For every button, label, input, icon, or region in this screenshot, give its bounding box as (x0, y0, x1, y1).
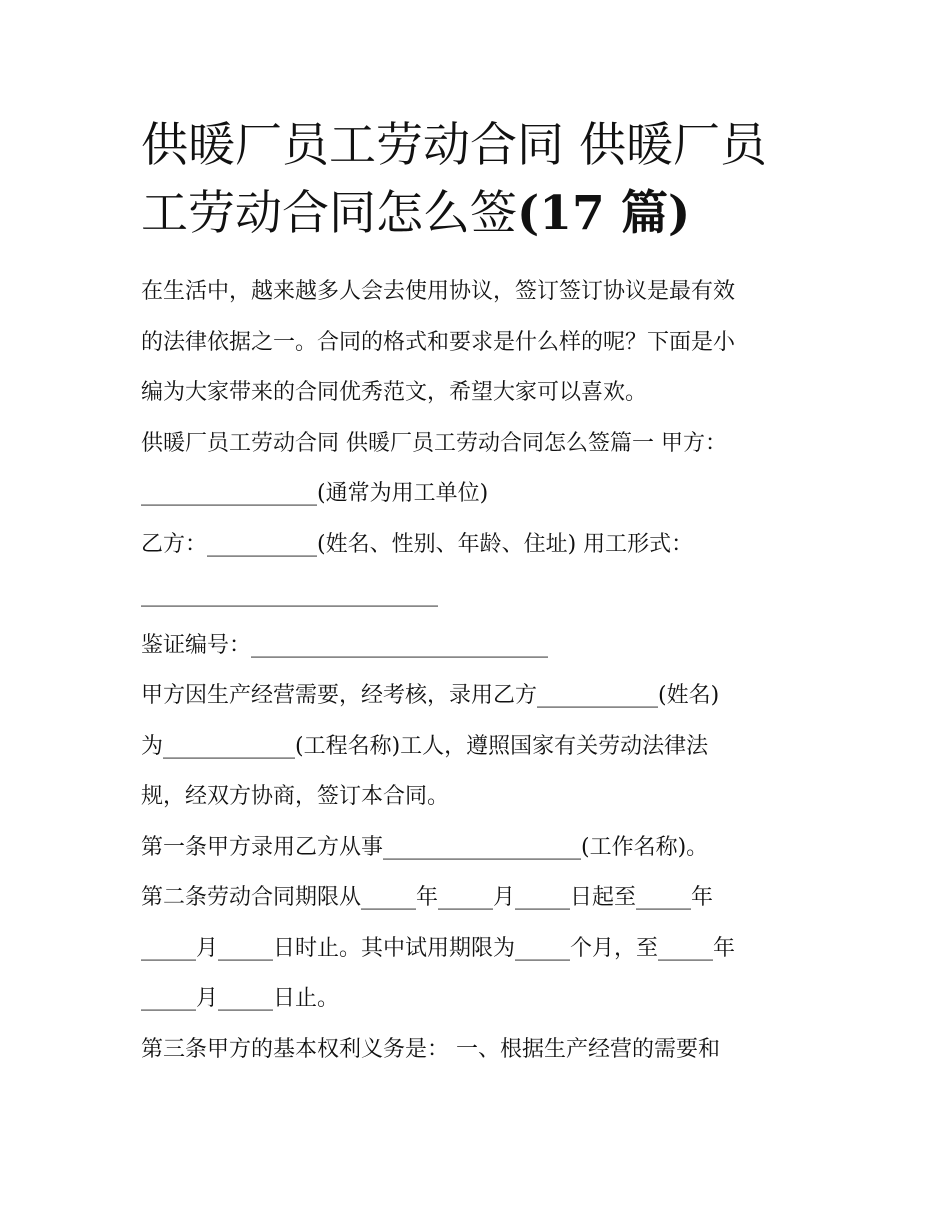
body-line-14: _____月_____日时止。其中试用期限为_____个月，至_____年 (141, 935, 736, 961)
body-line-15: _____月_____日止。 (141, 986, 340, 1011)
body-line-3: 编为大家带来的合同优秀范文，希望大家可以喜欢。 (141, 380, 648, 405)
title-count: (17 篇) (517, 186, 691, 241)
body-line-13: 第二条劳动合同期限从_____年_____月_____日起至_____年 (141, 885, 714, 910)
body-line-11: 规，经双方协商，签订本合同。 (141, 784, 450, 809)
body-line-6: 乙方：__________(姓名、性别、年龄、住址) 用工形式： (141, 531, 694, 557)
body-line-4: 供暖厂员工劳动合同 供暖厂员工劳动合同怎么签篇一 甲方： (141, 430, 727, 456)
body-line-2: 的法律依据之一。合同的格式和要求是什么样的呢？下面是小 (141, 329, 736, 355)
document-page (141, 112, 811, 1075)
body-line-12: 第一条甲方录用乙方从事__________________(工作名称)。 (141, 834, 709, 860)
document-body (141, 267, 811, 1075)
body-line-9: 甲方因生产经营需要，经考核，录用乙方___________(姓名) (141, 683, 720, 708)
body-line-8: 鉴证编号：___________________________ (141, 632, 549, 658)
body-line-5: ________________(通常为用工单位) (141, 481, 489, 506)
title-line-2-text: 工劳动合同怎么签 (141, 186, 517, 241)
title-line-2 (141, 180, 811, 248)
body-line-10: 为____________(工程名称)工人，遵照国家有关劳动法律法 (141, 733, 709, 759)
body-line-7: ___________________________ (141, 582, 438, 607)
document-title (141, 112, 811, 248)
body-line-1: 在生活中，越来越多人会去使用协议，签订签订协议是最有效 (141, 279, 736, 304)
title-line-1: 供暖厂员工劳动合同 供暖厂员 (141, 118, 767, 173)
body-line-16: 第三条甲方的基本权利义务是： 一、根据生产经营的需要和 (141, 1036, 720, 1062)
